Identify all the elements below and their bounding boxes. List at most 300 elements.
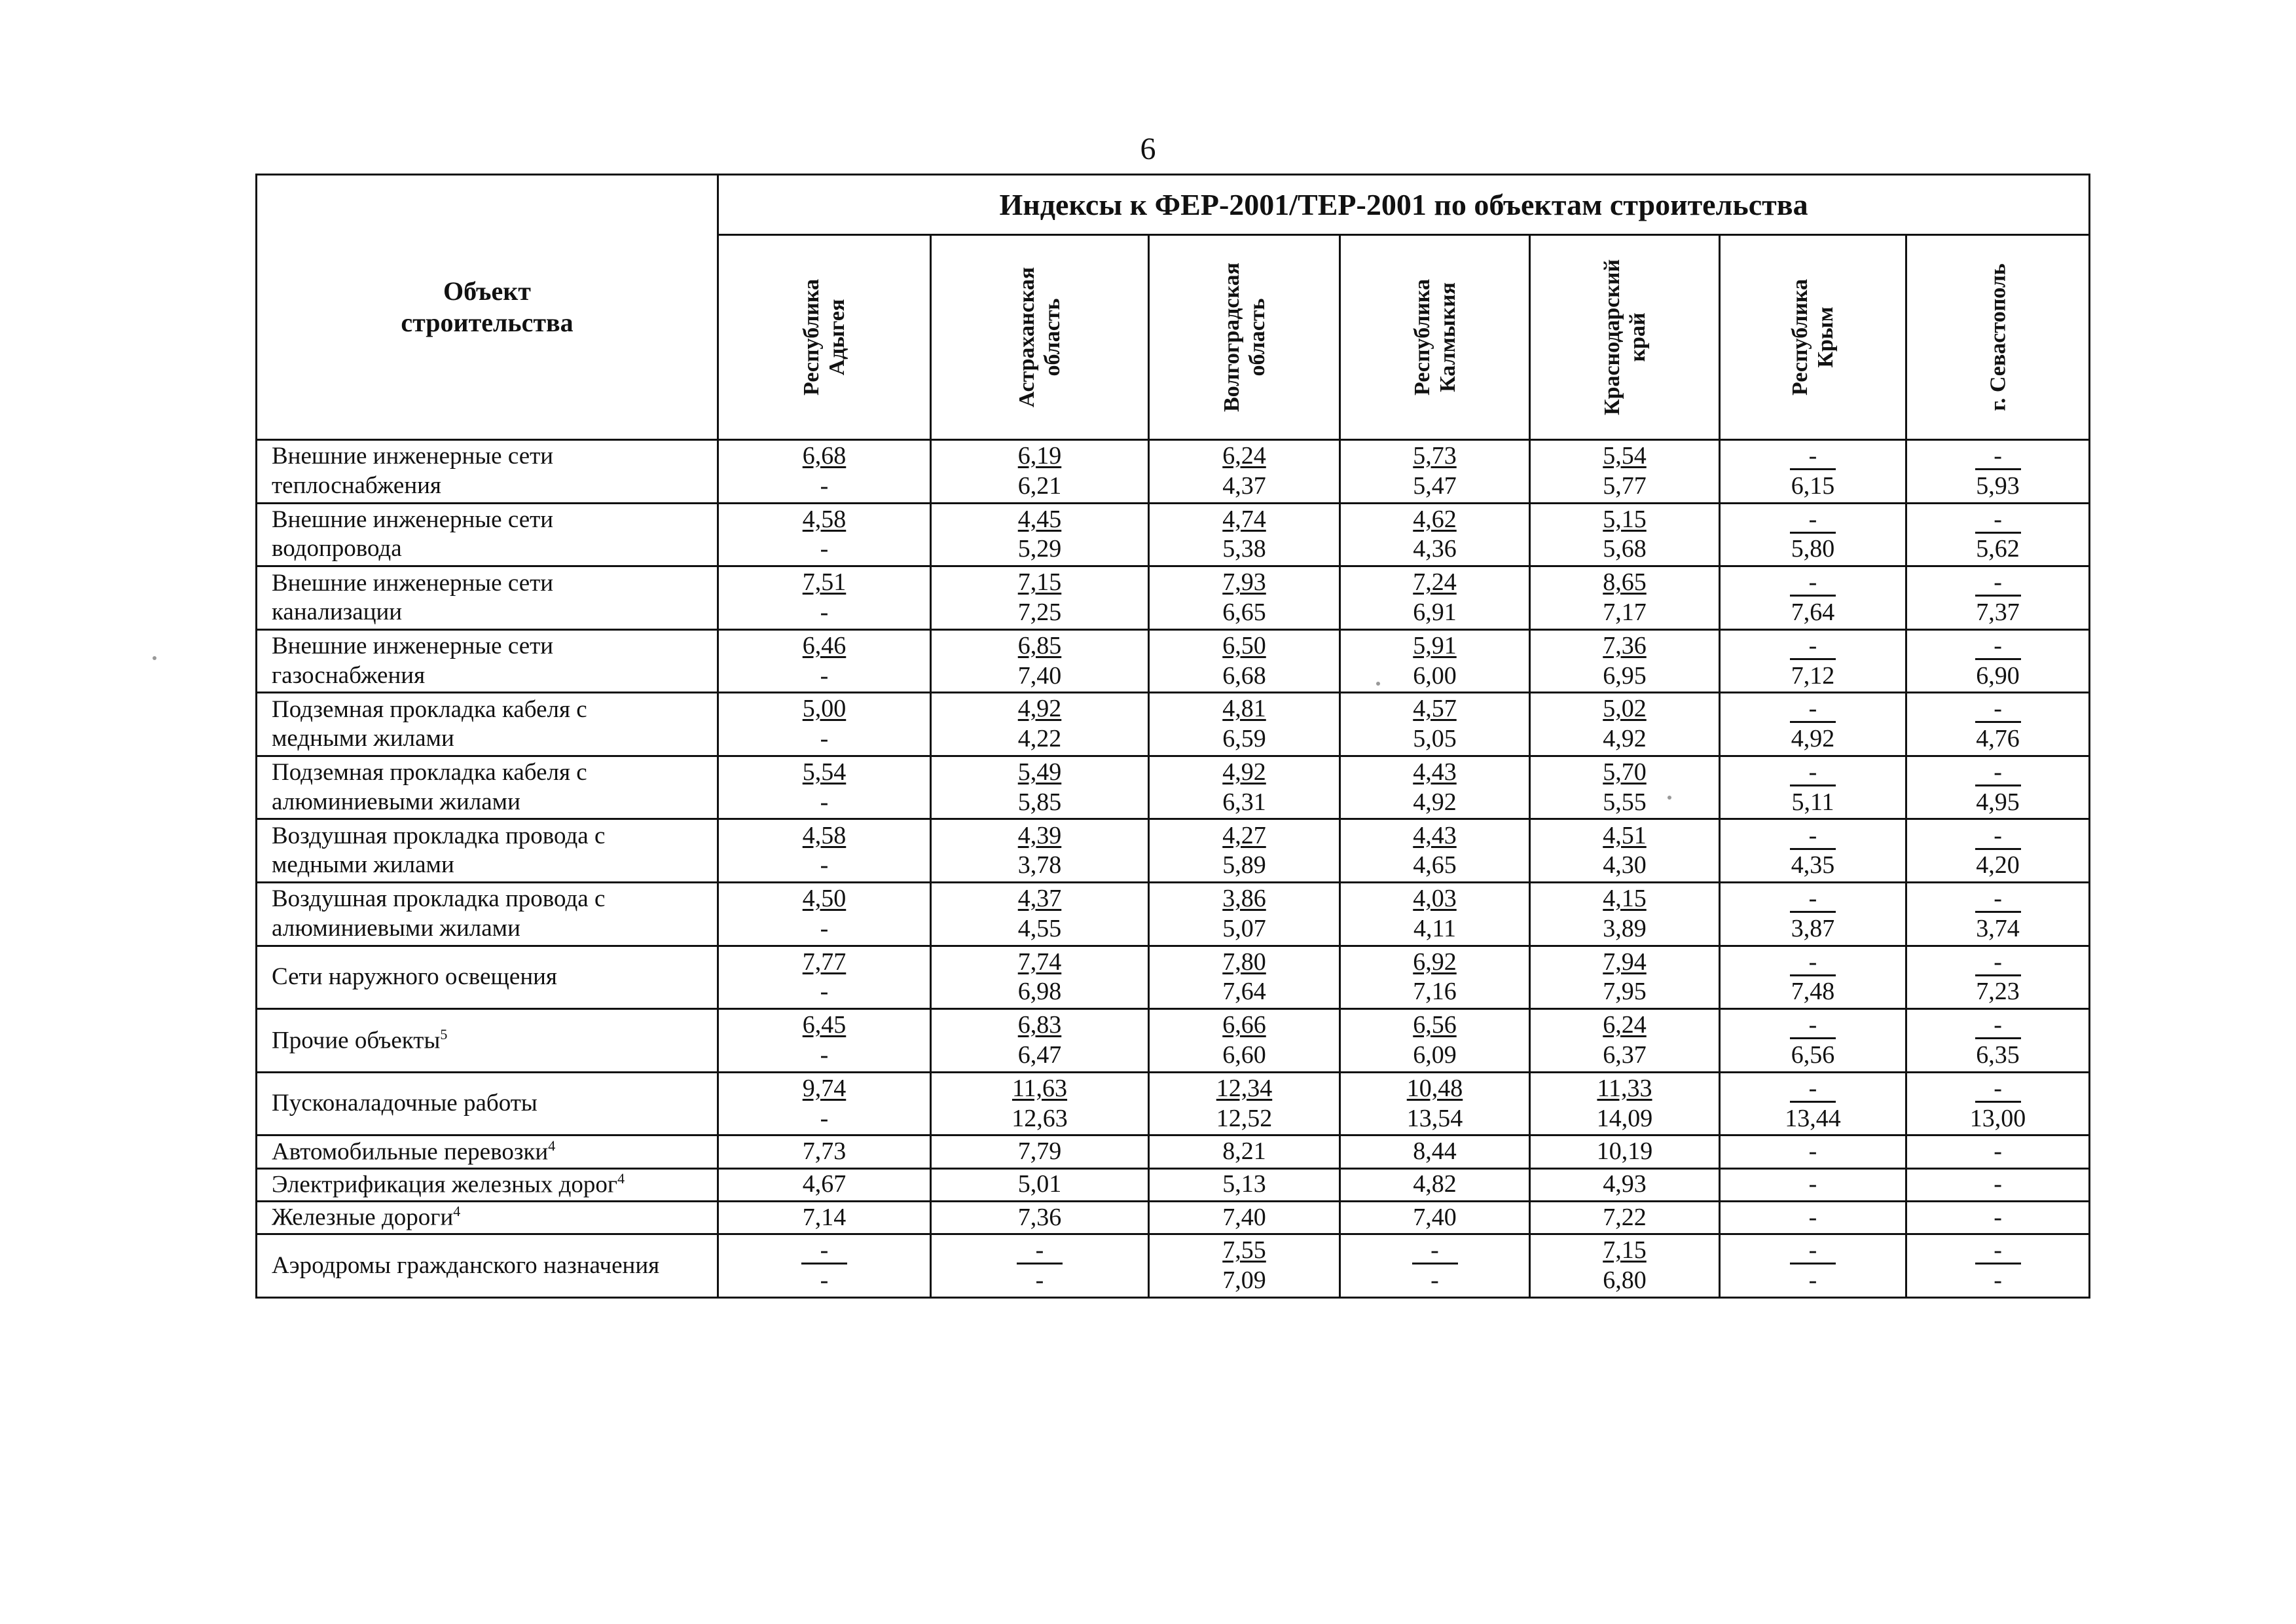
object-name — [257, 756, 718, 819]
index-denominator: 7,17 — [1603, 598, 1647, 626]
index-numerator — [1341, 568, 1529, 597]
region-header-text — [1599, 259, 1650, 415]
index-numerator — [1907, 632, 2088, 661]
index-numerator — [1150, 442, 1339, 471]
index-denominator: 5,77 — [1603, 471, 1647, 500]
index-cell — [1720, 1009, 1906, 1073]
index-cell — [718, 629, 931, 693]
index-denominator: 6,90 — [1976, 661, 2020, 690]
table-row — [257, 819, 2090, 883]
index-denominator: - — [820, 471, 829, 500]
index-value: - — [1994, 1137, 2002, 1166]
index-cell — [718, 1135, 931, 1168]
index-cell — [1149, 1009, 1340, 1073]
index-numerator — [1341, 885, 1529, 913]
index-numerator-value: 4,92 — [1222, 758, 1266, 786]
index-denominator: 6,21 — [1017, 471, 1062, 500]
index-numerator-value: - — [1975, 570, 2021, 597]
index-numerator-value: 4,58 — [802, 821, 847, 849]
object-name-line: Сети наружного освещения — [272, 963, 557, 991]
index-cell — [1530, 946, 1720, 1009]
index-cell — [1530, 566, 1720, 630]
index-cell — [931, 946, 1149, 1009]
index-cell — [718, 819, 931, 883]
index-cell — [1530, 883, 1720, 946]
index-numerator-value: 8,65 — [1603, 568, 1647, 597]
index-denominator: 5,47 — [1413, 471, 1457, 500]
index-cell — [931, 1168, 1149, 1201]
index-numerator — [1531, 1011, 1719, 1040]
table-row — [257, 883, 2090, 946]
index-denominator: 6,91 — [1413, 598, 1457, 626]
region-header-line: Адыгея — [825, 299, 849, 376]
index-numerator-value: 9,74 — [802, 1074, 847, 1102]
index-denominator: 14,09 — [1596, 1104, 1653, 1132]
index-numerator-value: 6,66 — [1222, 1011, 1266, 1039]
index-cell — [718, 440, 931, 504]
index-cell — [1906, 1009, 2090, 1073]
index-numerator-value: 6,50 — [1222, 631, 1266, 659]
index-denominator: 6,98 — [1017, 978, 1062, 1006]
index-cell — [1340, 566, 1530, 630]
index-numerator — [1907, 1011, 2088, 1040]
index-denominator: 4,37 — [1222, 471, 1266, 500]
index-numerator — [1150, 948, 1339, 977]
object-name — [257, 693, 718, 756]
index-numerator-value: - — [1412, 1238, 1458, 1264]
index-denominator: 6,95 — [1603, 661, 1647, 690]
index-value: 5,01 — [1017, 1170, 1062, 1198]
index-numerator — [1907, 1236, 2088, 1265]
index-cell — [1720, 503, 1906, 566]
index-denominator: 5,93 — [1976, 471, 2020, 500]
index-cell — [1720, 883, 1906, 946]
index-numerator — [1341, 758, 1529, 787]
region-header-line: край — [1625, 312, 1650, 362]
index-denominator: 6,60 — [1222, 1041, 1266, 1069]
index-numerator — [1531, 822, 1719, 851]
index-numerator — [1341, 1236, 1529, 1265]
index-denominator: 4,92 — [1413, 788, 1457, 816]
index-numerator — [1341, 948, 1529, 977]
index-cell — [1530, 1009, 1720, 1073]
index-cell — [1720, 946, 1906, 1009]
index-cell — [1530, 1135, 1720, 1168]
index-denominator: 5,11 — [1791, 788, 1834, 816]
index-numerator-value: 7,55 — [1222, 1236, 1266, 1264]
index-value: - — [1808, 1137, 1817, 1166]
index-numerator-value: 7,36 — [1603, 631, 1647, 659]
object-name-line: Внешние инженерные сети — [272, 569, 554, 597]
index-cell — [1530, 1072, 1720, 1135]
index-numerator-value: 5,00 — [802, 695, 847, 723]
index-cell — [718, 1201, 931, 1234]
index-numerator-value: 5,49 — [1017, 758, 1062, 786]
object-name-line: медными жилами — [272, 851, 454, 879]
index-denominator: 5,55 — [1603, 788, 1647, 816]
index-denominator: 6,37 — [1603, 1041, 1647, 1069]
table-row — [257, 946, 2090, 1009]
index-numerator-value: - — [1790, 823, 1836, 850]
index-value: 4,67 — [802, 1170, 847, 1198]
footnote-marker: 5 — [440, 1025, 448, 1043]
index-denominator: 4,11 — [1413, 914, 1457, 942]
index-numerator — [719, 885, 930, 913]
index-denominator: 6,35 — [1976, 1041, 2020, 1069]
index-cell — [718, 1168, 931, 1201]
index-cell — [1906, 1234, 2090, 1298]
index-cell — [1906, 440, 2090, 504]
index-cell — [1149, 1135, 1340, 1168]
object-name — [257, 629, 718, 693]
index-numerator-value: - — [1790, 1076, 1836, 1103]
index-numerator-value: 10,48 — [1406, 1074, 1463, 1102]
index-cell — [931, 629, 1149, 693]
index-cell — [1340, 819, 1530, 883]
index-numerator — [1721, 948, 1905, 977]
index-numerator-value: 7,51 — [802, 568, 847, 597]
region-header-line: Республика — [799, 279, 824, 396]
index-numerator — [932, 885, 1148, 913]
index-numerator-value: 6,56 — [1413, 1011, 1457, 1039]
index-denominator: 13,44 — [1785, 1104, 1841, 1132]
index-numerator-value: 4,50 — [802, 885, 847, 913]
index-cell — [1906, 756, 2090, 819]
index-denominator: 4,20 — [1976, 851, 2020, 879]
index-numerator — [1907, 758, 2088, 787]
region-header-line: Крым — [1813, 306, 1838, 368]
object-name-line: Внешние инженерные сети — [272, 633, 554, 660]
index-cell — [1530, 503, 1720, 566]
index-denominator: 7,40 — [1017, 661, 1062, 690]
index-cell — [1149, 819, 1340, 883]
index-denominator: 4,22 — [1017, 725, 1062, 753]
index-denominator: 6,65 — [1222, 598, 1266, 626]
index-denominator: 6,00 — [1413, 661, 1457, 690]
object-name — [257, 883, 718, 946]
index-numerator-value: 6,83 — [1017, 1011, 1062, 1039]
object-header-line-1: Объект — [443, 276, 531, 306]
index-denominator: - — [1808, 1266, 1817, 1295]
index-numerator — [1531, 758, 1719, 787]
region-header — [1149, 235, 1340, 440]
index-cell — [1906, 629, 2090, 693]
index-numerator-value: - — [1975, 1238, 2021, 1264]
index-numerator — [1907, 885, 2088, 913]
index-denominator: 3,78 — [1017, 851, 1062, 879]
region-header-text — [799, 279, 850, 396]
index-denominator: 5,89 — [1222, 851, 1266, 879]
index-numerator — [1150, 1236, 1339, 1265]
index-numerator — [1341, 822, 1529, 851]
index-denominator: 4,35 — [1791, 851, 1835, 879]
index-cell — [718, 756, 931, 819]
index-numerator — [1150, 568, 1339, 597]
footnote-marker: 4 — [617, 1170, 625, 1187]
region-header-text — [1014, 267, 1065, 408]
index-numerator — [932, 1011, 1148, 1040]
index-numerator — [719, 632, 930, 661]
index-numerator-value: 5,54 — [802, 758, 847, 786]
index-denominator: 12,52 — [1216, 1104, 1273, 1132]
index-numerator-value: 12,34 — [1216, 1074, 1273, 1102]
index-cell — [931, 756, 1149, 819]
index-denominator: - — [820, 535, 829, 563]
index-numerator — [1531, 695, 1719, 724]
object-name — [257, 819, 718, 883]
index-denominator: 5,62 — [1976, 535, 2020, 563]
index-numerator — [719, 506, 930, 534]
index-value: - — [1994, 1170, 2002, 1198]
index-numerator-value: - — [1790, 507, 1836, 534]
index-cell — [931, 1072, 1149, 1135]
index-numerator — [1907, 506, 2088, 534]
index-cell — [1149, 946, 1340, 1009]
index-denominator: 7,64 — [1222, 978, 1266, 1006]
index-cell — [1340, 1135, 1530, 1168]
object-name-line: медными жилами — [272, 725, 454, 752]
table-row — [257, 1135, 2090, 1168]
index-numerator-value: 7,80 — [1222, 948, 1266, 976]
scan-speck — [1667, 796, 1671, 800]
index-numerator — [1531, 442, 1719, 471]
index-denominator: 5,68 — [1603, 535, 1647, 563]
index-value: - — [1994, 1203, 2002, 1231]
region-header — [1906, 235, 2090, 440]
index-numerator — [1150, 1075, 1339, 1103]
index-value: 7,73 — [802, 1137, 847, 1166]
region-header-line: Республика — [1787, 279, 1812, 396]
index-numerator — [1341, 632, 1529, 661]
index-value: 7,14 — [802, 1203, 847, 1231]
index-denominator: - — [1035, 1266, 1044, 1295]
index-denominator: 7,12 — [1791, 661, 1835, 690]
index-numerator-value: - — [1975, 886, 2021, 913]
index-cell — [1149, 629, 1340, 693]
table-row — [257, 629, 2090, 693]
index-denominator: 6,09 — [1413, 1041, 1457, 1069]
object-name-line: Воздушная прокладка провода с — [272, 885, 606, 913]
index-numerator — [1531, 948, 1719, 977]
region-header-line: область — [1245, 298, 1269, 377]
index-denominator: 5,29 — [1017, 535, 1062, 563]
index-cell — [931, 819, 1149, 883]
index-cell — [1530, 629, 1720, 693]
index-denominator: 4,30 — [1603, 851, 1647, 879]
object-name — [257, 1009, 718, 1073]
index-cell — [1530, 440, 1720, 504]
index-denominator: 4,92 — [1603, 725, 1647, 753]
index-numerator-value: 7,24 — [1413, 568, 1457, 597]
region-header-text — [1409, 279, 1460, 396]
index-numerator — [1531, 632, 1719, 661]
index-numerator-value: - — [1975, 633, 2021, 660]
index-denominator: 6,80 — [1603, 1266, 1647, 1295]
index-numerator-value: 4,03 — [1413, 885, 1457, 913]
index-numerator-value: 7,93 — [1222, 568, 1266, 597]
index-numerator — [1150, 695, 1339, 724]
index-numerator-value: 7,15 — [1603, 1236, 1647, 1264]
table-row — [257, 1234, 2090, 1298]
footnote-marker: 4 — [453, 1203, 461, 1220]
index-denominator: 3,74 — [1976, 914, 2020, 942]
index-denominator: 6,56 — [1791, 1041, 1835, 1069]
index-numerator-value: - — [1017, 1238, 1063, 1264]
index-cell — [718, 883, 931, 946]
index-denominator: 7,16 — [1413, 978, 1457, 1006]
object-header-line-2: строительства — [401, 308, 574, 337]
index-denominator: 7,64 — [1791, 598, 1835, 626]
index-value: 8,44 — [1413, 1137, 1457, 1166]
index-numerator-value: - — [1790, 633, 1836, 660]
region-header-text — [1787, 279, 1838, 396]
index-numerator-value: 4,92 — [1017, 695, 1062, 723]
index-cell — [1720, 629, 1906, 693]
index-numerator — [932, 822, 1148, 851]
table-row — [257, 566, 2090, 630]
index-numerator — [1341, 1075, 1529, 1103]
index-numerator-value: - — [1975, 823, 2021, 850]
index-numerator-value: 4,43 — [1413, 821, 1457, 849]
index-denominator: - — [1430, 1266, 1439, 1295]
index-cell — [1340, 1201, 1530, 1234]
index-cell — [1149, 756, 1340, 819]
index-numerator — [1721, 632, 1905, 661]
index-numerator — [1721, 1075, 1905, 1103]
index-cell — [1340, 693, 1530, 756]
index-cell — [1720, 693, 1906, 756]
index-value: 7,40 — [1222, 1203, 1266, 1231]
object-name-line: Автомобильные перевозки — [272, 1137, 549, 1165]
index-denominator: 3,89 — [1603, 914, 1647, 942]
index-numerator-value: 3,86 — [1222, 885, 1266, 913]
index-denominator: 4,36 — [1413, 535, 1457, 563]
index-cell — [1149, 883, 1340, 946]
index-denominator: 4,76 — [1976, 725, 2020, 753]
object-name-line: алюминиевыми жилами — [272, 914, 520, 942]
index-cell — [1149, 1072, 1340, 1135]
object-name-line: водопровода — [272, 535, 402, 563]
object-name-line: газоснабжения — [272, 661, 426, 689]
object-name — [257, 1234, 718, 1298]
region-header-text — [1985, 263, 2011, 411]
index-numerator — [1721, 1011, 1905, 1040]
table-row — [257, 503, 2090, 566]
index-cell — [1906, 503, 2090, 566]
index-numerator — [719, 442, 930, 471]
index-cell — [1340, 1072, 1530, 1135]
index-numerator-value: 4,74 — [1222, 505, 1266, 533]
index-numerator-value: - — [1790, 570, 1836, 597]
index-cell — [1149, 440, 1340, 504]
object-name-line: Железные дороги — [272, 1204, 454, 1231]
index-cell — [1340, 440, 1530, 504]
index-value: - — [1808, 1203, 1817, 1231]
index-numerator — [932, 632, 1148, 661]
index-value: 4,93 — [1603, 1170, 1647, 1198]
footnote-marker: 4 — [548, 1137, 556, 1154]
index-denominator: - — [820, 788, 829, 816]
index-cell — [1906, 1168, 2090, 1201]
index-cell — [1530, 1168, 1720, 1201]
index-denominator: 7,25 — [1017, 598, 1062, 626]
table-row — [257, 1168, 2090, 1201]
index-numerator — [1531, 885, 1719, 913]
region-header — [1530, 235, 1720, 440]
index-numerator-value: 6,45 — [802, 1011, 847, 1039]
index-numerator-value: 4,62 — [1413, 505, 1457, 533]
table-row — [257, 1201, 2090, 1234]
index-value: - — [1808, 1170, 1817, 1198]
index-numerator-value: 7,94 — [1603, 948, 1647, 976]
index-numerator-value: 4,51 — [1603, 821, 1647, 849]
object-name — [257, 566, 718, 630]
index-numerator — [1150, 758, 1339, 787]
index-cell — [1149, 1201, 1340, 1234]
index-numerator-value: 7,77 — [802, 948, 847, 976]
index-denominator: 6,59 — [1222, 725, 1266, 753]
index-denominator: 13,00 — [1969, 1104, 2026, 1132]
index-numerator — [719, 822, 930, 851]
index-numerator-value: - — [1975, 443, 2021, 470]
index-cell — [1149, 693, 1340, 756]
index-numerator-value: 6,46 — [802, 631, 847, 659]
index-numerator-value: 4,39 — [1017, 821, 1062, 849]
index-cell — [1906, 1135, 2090, 1168]
index-denominator: 7,48 — [1791, 978, 1835, 1006]
index-cell — [1149, 566, 1340, 630]
region-header-line: область — [1040, 298, 1065, 377]
index-numerator-value: 6,24 — [1603, 1011, 1647, 1039]
index-numerator — [1341, 1011, 1529, 1040]
index-numerator-value: 11,33 — [1597, 1074, 1652, 1102]
region-header-line: Республика — [1410, 279, 1434, 396]
page-number: 6 — [1140, 132, 1156, 166]
index-denominator: 5,38 — [1222, 535, 1266, 563]
index-numerator — [1721, 506, 1905, 534]
index-numerator-value: 4,27 — [1222, 821, 1266, 849]
index-cell — [931, 503, 1149, 566]
index-numerator-value: - — [1975, 1012, 2021, 1039]
index-cell — [931, 693, 1149, 756]
object-name — [257, 1168, 718, 1201]
index-cell — [718, 1234, 931, 1298]
index-cell — [718, 693, 931, 756]
object-name-line: Пусконаладочные работы — [272, 1090, 538, 1117]
object-name-line: алюминиевыми жилами — [272, 788, 520, 815]
object-name-line: теплоснабжения — [272, 471, 441, 499]
index-denominator: 4,92 — [1791, 725, 1835, 753]
index-cell — [1530, 1234, 1720, 1298]
index-denominator: 5,85 — [1017, 788, 1062, 816]
index-numerator-value: 4,57 — [1413, 695, 1457, 723]
index-denominator: - — [820, 725, 829, 753]
index-numerator-value: 7,74 — [1017, 948, 1062, 976]
index-numerator — [1531, 506, 1719, 534]
index-numerator-value: - — [801, 1238, 847, 1264]
index-numerator-value: - — [1790, 1012, 1836, 1039]
index-numerator-value: 5,02 — [1603, 695, 1647, 723]
index-numerator — [1907, 948, 2088, 977]
region-header-line: Волгоградская — [1219, 262, 1244, 413]
index-denominator: - — [1994, 1266, 2002, 1295]
object-name-line: Подземная прокладка кабеля с — [272, 759, 587, 786]
index-cell — [931, 1234, 1149, 1298]
index-numerator — [932, 506, 1148, 534]
region-header — [1340, 235, 1530, 440]
index-denominator: - — [820, 914, 829, 942]
index-numerator — [1721, 568, 1905, 597]
